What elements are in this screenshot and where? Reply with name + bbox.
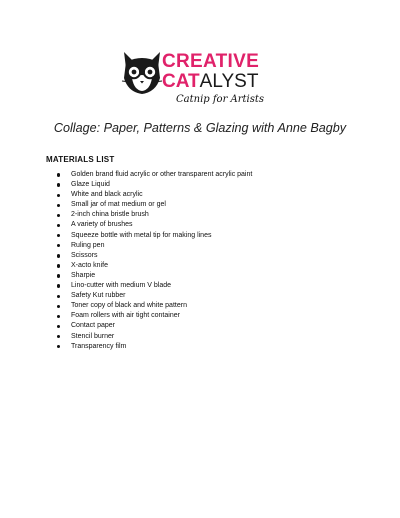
document-title: Collage: Paper, Patterns & Glazing with Anne Bagby [53, 121, 347, 135]
bullet-icon [57, 244, 60, 247]
bullet-icon [57, 345, 60, 348]
bullet-icon [57, 194, 60, 197]
list-item [57, 261, 252, 271]
bullet-icon [57, 284, 60, 287]
list-item-text: Ruling pen [71, 241, 105, 249]
brand-name-line1: CREATIVE [162, 51, 260, 72]
list-item-text: Foam rollers with air tight container [71, 312, 180, 320]
bullet-icon [57, 274, 60, 277]
list-item-text: Safety Kut rubber [71, 292, 126, 300]
list-item-text: X-acto knife [71, 261, 108, 269]
list-item [57, 332, 252, 342]
list-item [57, 271, 252, 281]
bullet-icon [57, 295, 60, 298]
list-item-text: Lino-cutter with medium V blade [71, 282, 171, 290]
list-item-text: Stencil burner [71, 332, 115, 340]
cat-with-glasses-icon [120, 48, 164, 96]
list-item-text: Scissors [71, 251, 98, 259]
list-item [57, 251, 252, 261]
list-item [57, 281, 252, 291]
brand-name-accent: CAT [162, 71, 200, 92]
list-item [57, 321, 252, 331]
list-item-text: Contact paper [71, 322, 115, 330]
list-item [57, 291, 252, 301]
list-item-text: Golden brand fluid acrylic or other transparent acrylic paint [71, 171, 253, 178]
brand-name-rest: ALYST [199, 71, 259, 92]
list-item-text: A variety of brushes [71, 221, 133, 229]
bullet-icon [57, 325, 60, 328]
list-item [57, 170, 252, 180]
materials-list [57, 170, 252, 352]
list-item-text: Transparency film [71, 342, 127, 350]
list-item-text: Sharpie [71, 271, 96, 279]
brand-tagline: Catnip for Artists [176, 94, 265, 105]
list-item [57, 220, 252, 230]
list-item [57, 342, 252, 352]
list-item-text: Glaze Liquid [71, 181, 110, 189]
list-item [57, 200, 252, 210]
list-item [57, 311, 252, 321]
list-item-text: 2-inch china bristle brush [71, 211, 149, 219]
bullet-icon [57, 305, 60, 308]
list-item [57, 180, 252, 190]
materials-list-heading: MATERIALS LIST [46, 155, 115, 164]
list-item-text: Squeeze bottle with metal tip for making lines [71, 231, 212, 239]
bullet-icon [57, 264, 60, 267]
list-item [57, 301, 252, 311]
bullet-icon [57, 214, 60, 217]
bullet-icon [57, 254, 60, 257]
list-item [57, 190, 252, 200]
list-item-text: Small jar of mat medium or gel [71, 201, 166, 209]
bullet-icon [57, 315, 60, 318]
bullet-icon [57, 183, 60, 186]
list-item [57, 231, 252, 241]
bullet-icon [57, 335, 60, 338]
list-item-text: Toner copy of black and white pattern [71, 302, 187, 310]
list-item-text: White and black acrylic [71, 191, 143, 199]
bullet-icon [57, 224, 60, 227]
list-item [57, 210, 252, 220]
list-item [57, 241, 252, 251]
bullet-icon [57, 204, 60, 207]
brand-name-line2 [162, 72, 258, 91]
brand-logo [120, 46, 290, 112]
bullet-icon [57, 234, 60, 237]
bullet-icon [57, 173, 60, 176]
